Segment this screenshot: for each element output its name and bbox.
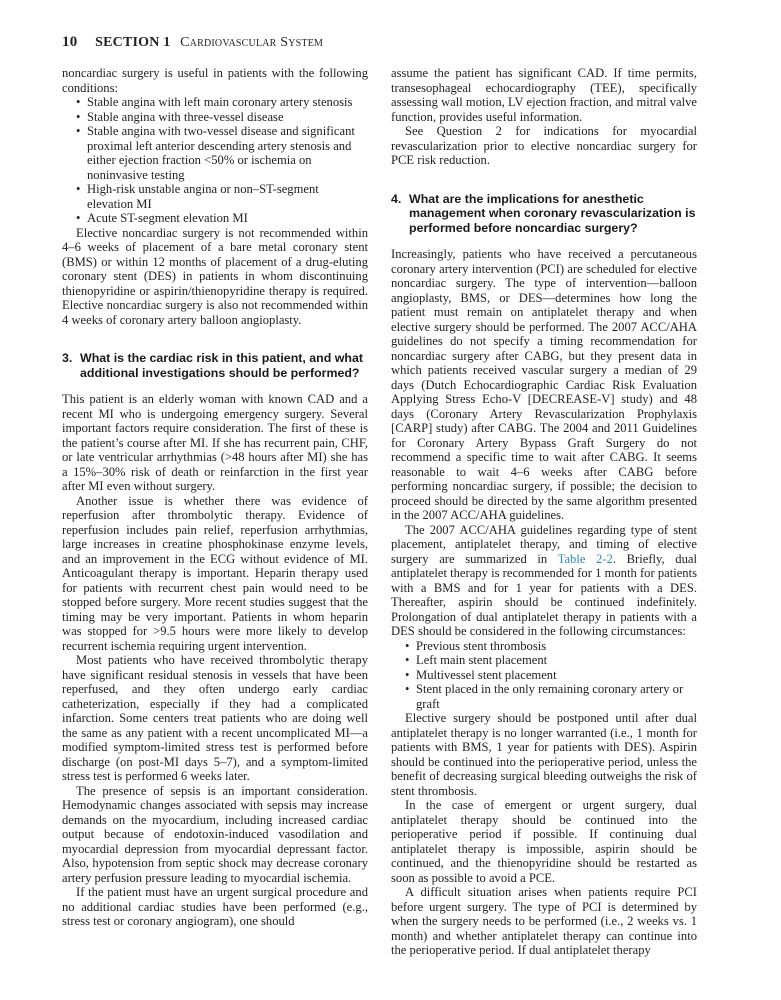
running-header [62,34,323,51]
question-text: What is the cardiac risk in this patient, and what additional investigations should be performed? [80,351,363,380]
paragraph: If the patient must have an urgent surgical procedure and no additional cardiac studies have been performed (e.g., stress test or coronary angiogram), one should [62,885,368,928]
section-label: SECTION 1 [95,35,171,50]
paragraph: The presence of sepsis is an important consideration. Hemodynamic changes associated with sepsis may increase demands on the myocardium, including increased cardiac output because of endotoxin-induced vasodilation and myocardial depression from myocardial depressant factor. Also, hypotension from septic shock may decrease coronary artery perfusion pressure leading to myocardial ischemia. [62,783,368,885]
right-column [391,66,697,958]
paragraph: Most patients who have received thrombolytic therapy have significant residual stenosis in vessels that have been reperfused, and they often undergo early cardiac catheterization, especially if they had a complicated infarction. Some centers treat patients who are doing well the same as any patient with a recent uncomplicated MI—a modified symptom-limited stress test is performed before discharge (on post-MI days 5–7), and a symptom-limited stress test is performed 6 weeks later. [62,653,368,783]
list-item: • Acute ST-segment elevation MI [76,211,368,226]
question-text: What are the implications for anesthetic management when coronary revascularization is performed before noncardiac surgery? [409,191,696,235]
left-column [62,66,368,929]
paragraph: In the case of emergent or urgent surgery, dual antiplatelet therapy should be continued into the perioperative period if possible. If continuing dual antiplatelet therapy is impossible, aspirin should be continued, and the thienopyridine should be restarted as soon as possible to avoid a PCE. [391,798,697,885]
text-run: . Briefly, dual antiplatelet therapy is recommended for 1 month for patients with a BMS and for 1 year for patients with a DES. Thereafter, aspirin should be continued indefinitely. Prolongation of dual antiplatelet therapy in patients with a DES should be considered in the following circumstances: [391,551,697,638]
paragraph [391,523,697,639]
question-heading [62,351,368,380]
bullet-list [391,639,697,712]
paragraph: See Question 2 for indications for myocardial revascularization prior to elective noncardiac surgery for PCE risk reduction. [391,124,697,167]
question-number: 4. [391,191,402,206]
paragraph: A difficult situation arises when patients require PCI before urgent surgery. The type of PCI is determined by when the surgery needs to be performed (i.e., 2 weeks vs. 1 month) and whether antiplatelet therapy can continue into the perioperative period. If dual antiplatelet therapy [391,885,697,957]
list-item: • Multivessel stent placement [405,668,697,683]
paragraph: Elective surgery should be postponed until after dual antiplatelet therapy is no longer warranted (i.e., 1 month for patients with BMS, 1 year for patients with DES). Aspirin should be continued into the perioperative period, unless the benefit of decreasing surgical bleeding outweighs the risk of stent thrombosis. [391,711,697,798]
bullet-list [62,95,368,226]
table-reference-link[interactable]: Table 2-2 [557,551,613,566]
list-item: • Stent placed in the only remaining coronary artery or graft [405,682,697,711]
paragraph: Elective noncardiac surgery is not recommended within 4–6 weeks of placement of a bare metal coronary stent (BMS) or within 12 months of placement of a drug-eluting coronary stent (DES) in patients in whom discontinuing thienopyridine or aspirin/thienopyridine therapy is required. Elective noncardiac surgery is also not recommended within 4 weeks of coronary artery balloon angioplasty. [62,225,368,327]
page-number: 10 [62,34,78,50]
paragraph: Another issue is whether there was evidence of reperfusion after thrombolytic therapy. Evidence of reperfusion includes pain relief, reperfusion arrhythmias, large increases in creatine phosphokinase enzyme levels, and an improvement in the ECG without evidence of MI. Anticoagulant therapy is important. Heparin therapy used for patients with recurrent chest pain would need to be stopped before surgery. More recent studies suggest that the timing may be very important. Patients in whom heparin was stopped for >9.5 hours were more likely to develop recurrent ischemia requiring urgent intervention. [62,493,368,653]
text-run: The 2007 ACC/AHA guidelines regarding type of stent placement, antiplatelet therapy, and timing of elective surgery are summarized in [391,522,697,566]
list-item: • Stable angina with left main coronary artery stenosis [76,95,368,110]
list-item: • High-risk unstable angina or non–ST-segment elevation MI [76,182,368,211]
paragraph: This patient is an elderly woman with known CAD and a recent MI who is undergoing emergency surgery. Several important factors require consideration. The first of these is the patient’s course after MI. If she has recurrent pain, CHF, or late ventricular arrhythmias (>48 hours after MI) she has a 15%–30% risk of death or reinfarction in the first year after MI even without surgery. [62,392,368,493]
list-item: • Stable angina with two-vessel disease and significant proximal left anterior descending artery stenosis and either ejection fraction <50% or ischemia on noninvasive testing [76,124,368,182]
list-item: • Previous stent thrombosis [405,639,697,654]
list-item: • Left main stent placement [405,653,697,668]
section-title: Cardiovascular System [180,35,324,50]
question-number: 3. [62,351,73,365]
paragraph: assume the patient has significant CAD. If time permits, transesophageal echocardiography (TEE), specifically assessing wall motion, LV ejection fraction, and mitral valve function, provides useful information. [391,66,697,124]
paragraph: Increasingly, patients who have received a percutaneous coronary artery intervention (PCI) are scheduled for elective noncardiac surgery. The type of intervention—balloon angioplasty, BMS, or DES—determines how long the patient must remain on antiplatelet therapy and when elective surgery should be performed. The 2007 ACC/AHA guidelines do not specify a timing recommendation for noncardiac surgery after CABG, but they present data in which patients received vascular surgery a median of 29 days (Dutch Echocardiographic Cardiac Risk Evaluation Applying Stress Echo-V [DECREASE-V] study) and 48 days (Coronary Artery Revascularization Prophylaxis [CARP] study) after CABG. The 2004 and 2011 Guidelines for Coronary Artery Bypass Graft Surgery do not recommend a specific time to wait after CABG. It seems reasonable to wait 4–6 weeks after CABG before performing noncardiac surgery, if possible; the decision to proceed should be directed by the same algorithm presented in the 2007 ACC/AHA guidelines. [391,247,697,522]
paragraph: noncardiac surgery is useful in patients with the following conditions: [62,66,368,95]
question-heading [391,192,697,236]
list-item: • Stable angina with three-vessel disease [76,110,368,125]
